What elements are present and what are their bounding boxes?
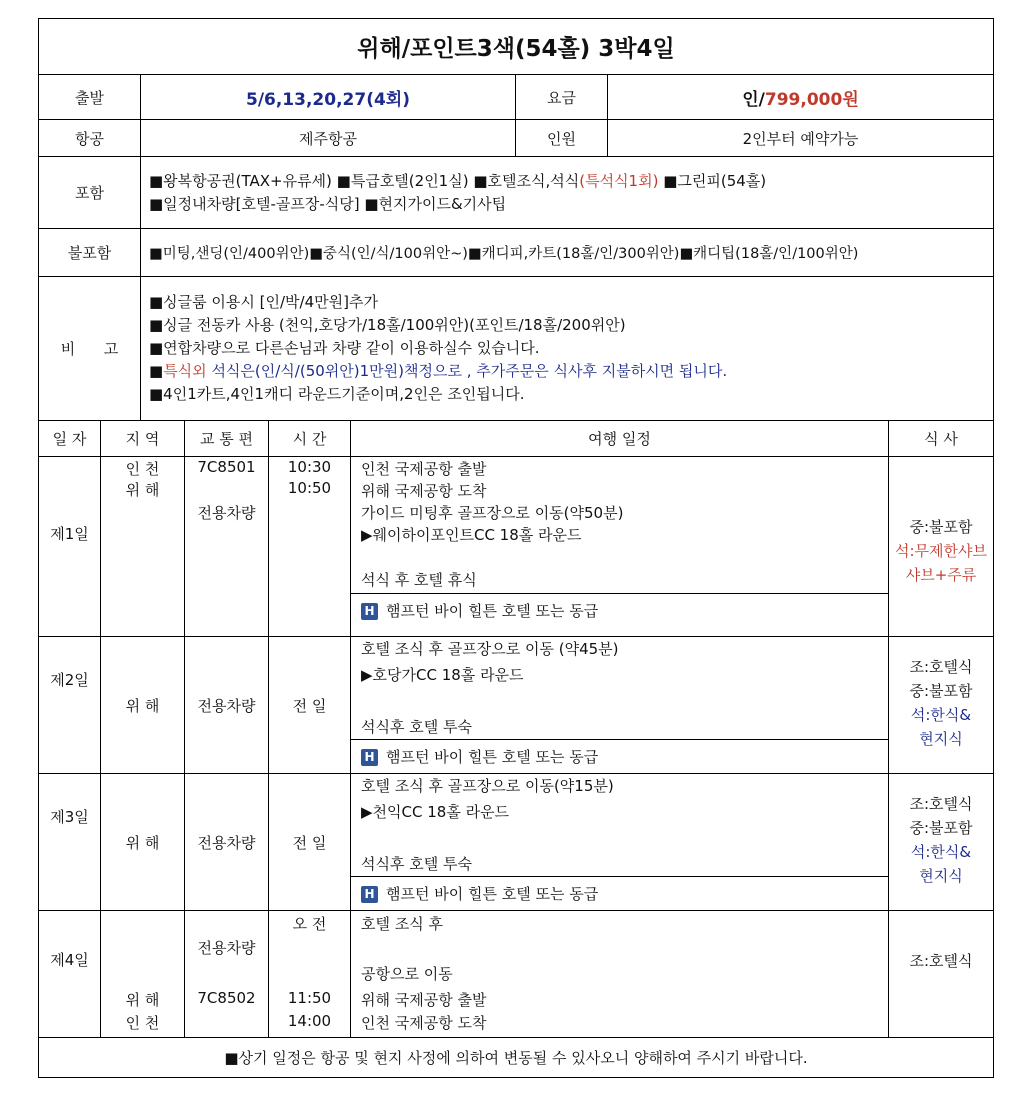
transport-text: 전용차량 <box>197 504 256 522</box>
include-line-1 <box>149 170 766 193</box>
exclude-label: 불포함 <box>39 229 141 276</box>
itinerary-line: 공항으로 이동 <box>361 965 453 983</box>
itinerary-line: ▶천익CC 18홀 라운드 <box>361 803 510 821</box>
transport-cell <box>185 637 269 773</box>
hotel-text: 햄프턴 바이 힐튼 호텔 또는 동급 <box>386 602 599 620</box>
hotel-box <box>351 739 888 771</box>
header-transport: 교 통 편 <box>185 421 269 456</box>
people-label: 인원 <box>516 120 608 156</box>
meal-cell <box>889 457 993 636</box>
title-row <box>39 19 993 75</box>
note-line-4 <box>149 360 727 383</box>
transport-cell <box>185 457 269 636</box>
itinerary-cell <box>351 637 889 773</box>
hotel-box <box>351 593 888 625</box>
itinerary-line: 위해 국제공항 출발 <box>361 991 487 1009</box>
region-text: 인 천 <box>125 460 160 478</box>
meal-cell <box>889 637 993 773</box>
itinerary-line: 인천 국제공항 출발 <box>361 460 487 478</box>
time-text: 10:30 <box>287 458 332 476</box>
header-time: 시 간 <box>269 421 351 456</box>
hotel-line <box>361 600 598 621</box>
hotel-text: 햄프턴 바이 힐튼 호텔 또는 동급 <box>386 748 599 766</box>
include-label: 포함 <box>39 157 141 228</box>
hotel-line <box>361 883 598 904</box>
region-text: 위 해 <box>125 481 160 499</box>
region-text: 위 해 <box>125 697 160 715</box>
depart-label: 출발 <box>39 75 141 119</box>
day-label-cell <box>39 457 101 636</box>
note-line-1: ■싱글룸 이용시 [인/박/4만원]추가 <box>149 293 378 311</box>
time-cell <box>269 774 351 910</box>
airline-row <box>39 120 993 157</box>
meal-line: 중:불포함 <box>909 682 973 700</box>
airline-label: 항공 <box>39 120 141 156</box>
page-title: 위해/포인트3색(54홀) 3박4일 <box>357 36 675 62</box>
note-line-4-special: 특식외 <box>163 362 212 380</box>
header-itinerary: 여행 일정 <box>351 421 889 456</box>
depart-row <box>39 75 993 120</box>
region-text: 위 해 <box>125 834 160 852</box>
region-text: 위 해 <box>125 991 160 1009</box>
meal-cell <box>889 911 993 1037</box>
day-label: 제4일 <box>50 951 89 969</box>
day-label: 제2일 <box>50 671 89 689</box>
note-line-3: ■연합차량으로 다른손님과 차량 같이 이용하실수 있습니다. <box>149 339 540 357</box>
itinerary-cell <box>351 457 889 636</box>
note-value <box>141 277 993 420</box>
itinerary-line: 위해 국제공항 도착 <box>361 482 487 500</box>
day-label: 제1일 <box>50 525 89 543</box>
footer-notice: ■상기 일정은 항공 및 현지 사정에 의하여 변동될 수 있사오니 양해하여 주시기 바랍니다. <box>224 1049 808 1067</box>
header-meal: 식 사 <box>924 430 958 448</box>
header-region: 지 역 <box>101 421 185 456</box>
itinerary-cell <box>351 911 889 1037</box>
transport-text: 7C8502 <box>197 989 256 1007</box>
itinerary-line: ▶웨이하이포인트CC 18홀 라운드 <box>361 526 582 544</box>
meal-line: 석:무제한샤브 <box>895 542 987 560</box>
day-label-cell <box>39 637 101 773</box>
depart-value: 5/6,13,20,27(4회) <box>141 75 516 119</box>
include-line-2: ■일정내차량[호텔-골프장-식당] ■현지가이드&기사팁 <box>149 194 507 213</box>
itinerary-line: 가이드 미팅후 골프장으로 이동(약50분) <box>361 504 624 522</box>
meal-line: 조:호텔식 <box>909 795 973 813</box>
meal-line: 조:호텔식 <box>909 952 973 970</box>
time-cell <box>269 911 351 1037</box>
itinerary-line: 석식후 호텔 투숙 <box>361 718 472 736</box>
time-text: 14:00 <box>287 1012 332 1030</box>
meal-line: 현지식 <box>919 730 963 748</box>
day-row <box>39 457 993 637</box>
note-line-2: ■싱글 전동카 사용 (천익,호당가/18홀/100위안)(포인트/18홀/200위안) <box>149 316 626 334</box>
include-line-1-special: (특석식1회) <box>579 171 659 190</box>
time-text: 오 전 <box>292 915 327 933</box>
itinerary-line: 인천 국제공항 도착 <box>361 1014 487 1032</box>
region-cell <box>101 774 185 910</box>
time-text: 11:50 <box>287 989 332 1007</box>
price-prefix: 인/ <box>742 89 765 110</box>
itinerary-line: 호텔 조식 후 골프장으로 이동 (약45분) <box>361 640 619 658</box>
day-row <box>39 637 993 774</box>
note-line-5: ■4인1카트,4인1캐디 라운드기준이며,2인은 조인됩니다. <box>149 385 525 403</box>
day-row <box>39 774 993 911</box>
price-cell <box>608 75 993 119</box>
note-line-4-prefix: ■ <box>149 362 164 380</box>
hotel-icon: H <box>361 886 378 903</box>
meal-line: 중:불포함 <box>909 518 973 536</box>
note-row <box>39 277 993 421</box>
transport-cell <box>185 774 269 910</box>
price-value: 799,000원 <box>764 89 859 110</box>
time-text: 10:50 <box>287 479 332 497</box>
meal-line: 석:한식& <box>910 843 972 861</box>
include-row <box>39 157 993 229</box>
time-cell <box>269 457 351 636</box>
schedule-header <box>39 421 993 457</box>
region-cell <box>101 457 185 636</box>
time-text: 전 일 <box>292 834 327 852</box>
day-label: 제3일 <box>50 808 89 826</box>
itinerary-line: 호텔 조식 후 <box>361 915 443 933</box>
day-row <box>39 911 993 1038</box>
itinerary-line: 석식후 호텔 투숙 <box>361 855 472 873</box>
transport-text: 전용차량 <box>197 939 256 957</box>
hotel-text: 햄프턴 바이 힐튼 호텔 또는 동급 <box>386 885 599 903</box>
hotel-line <box>361 746 598 767</box>
itinerary-line: 석식 후 호텔 휴식 <box>361 571 477 589</box>
transport-text: 7C8501 <box>197 458 256 476</box>
hotel-icon: H <box>361 749 378 766</box>
meal-line: 조:호텔식 <box>909 658 973 676</box>
hotel-box <box>351 876 888 908</box>
itinerary-cell <box>351 774 889 910</box>
airline-value: 제주항공 <box>141 120 516 156</box>
meal-line: 샤브+주류 <box>905 566 977 584</box>
meal-line: 석:한식& <box>910 706 972 724</box>
transport-text: 전용차량 <box>197 834 256 852</box>
people-value: 2인부터 예약가능 <box>742 129 859 148</box>
include-line-1-b: ■그린피(54홀) <box>658 171 767 190</box>
region-text: 인 천 <box>125 1014 160 1032</box>
itinerary-sheet <box>38 18 994 1078</box>
meal-line: 중:불포함 <box>909 819 973 837</box>
exclude-row <box>39 229 993 277</box>
include-line-1-a: ■왕복항공권(TAX+유류세) ■특급호텔(2인1실) ■호텔조식,석식 <box>149 171 580 190</box>
note-line-4-dinner: 석식은(인/식/(50위안)1만원)책정으로 , 추가주문은 식사후 지불하시면 됩니다. <box>211 362 728 380</box>
exclude-value: ■미팅,샌딩(인/400위안)■중식(인/식/100위안~)■캐디피,카트(18홀/인/300위안)■캐디팁(18홀/인/100위안) <box>149 246 859 262</box>
itinerary-line: ▶호당가CC 18홀 라운드 <box>361 666 524 684</box>
region-cell <box>101 637 185 773</box>
time-cell <box>269 637 351 773</box>
include-value <box>141 157 993 228</box>
meal-line: 현지식 <box>919 867 963 885</box>
header-day: 일 자 <box>39 421 101 456</box>
region-cell <box>101 911 185 1037</box>
day-label-cell <box>39 911 101 1037</box>
price-label: 요금 <box>516 75 608 119</box>
day-label-cell <box>39 774 101 910</box>
note-label: 비 고 <box>39 277 141 420</box>
time-text: 전 일 <box>292 697 327 715</box>
hotel-icon: H <box>361 603 378 620</box>
itinerary-line: 호텔 조식 후 골프장으로 이동(약15분) <box>361 777 614 795</box>
transport-text: 전용차량 <box>197 697 256 715</box>
transport-cell <box>185 911 269 1037</box>
meal-cell <box>889 774 993 910</box>
